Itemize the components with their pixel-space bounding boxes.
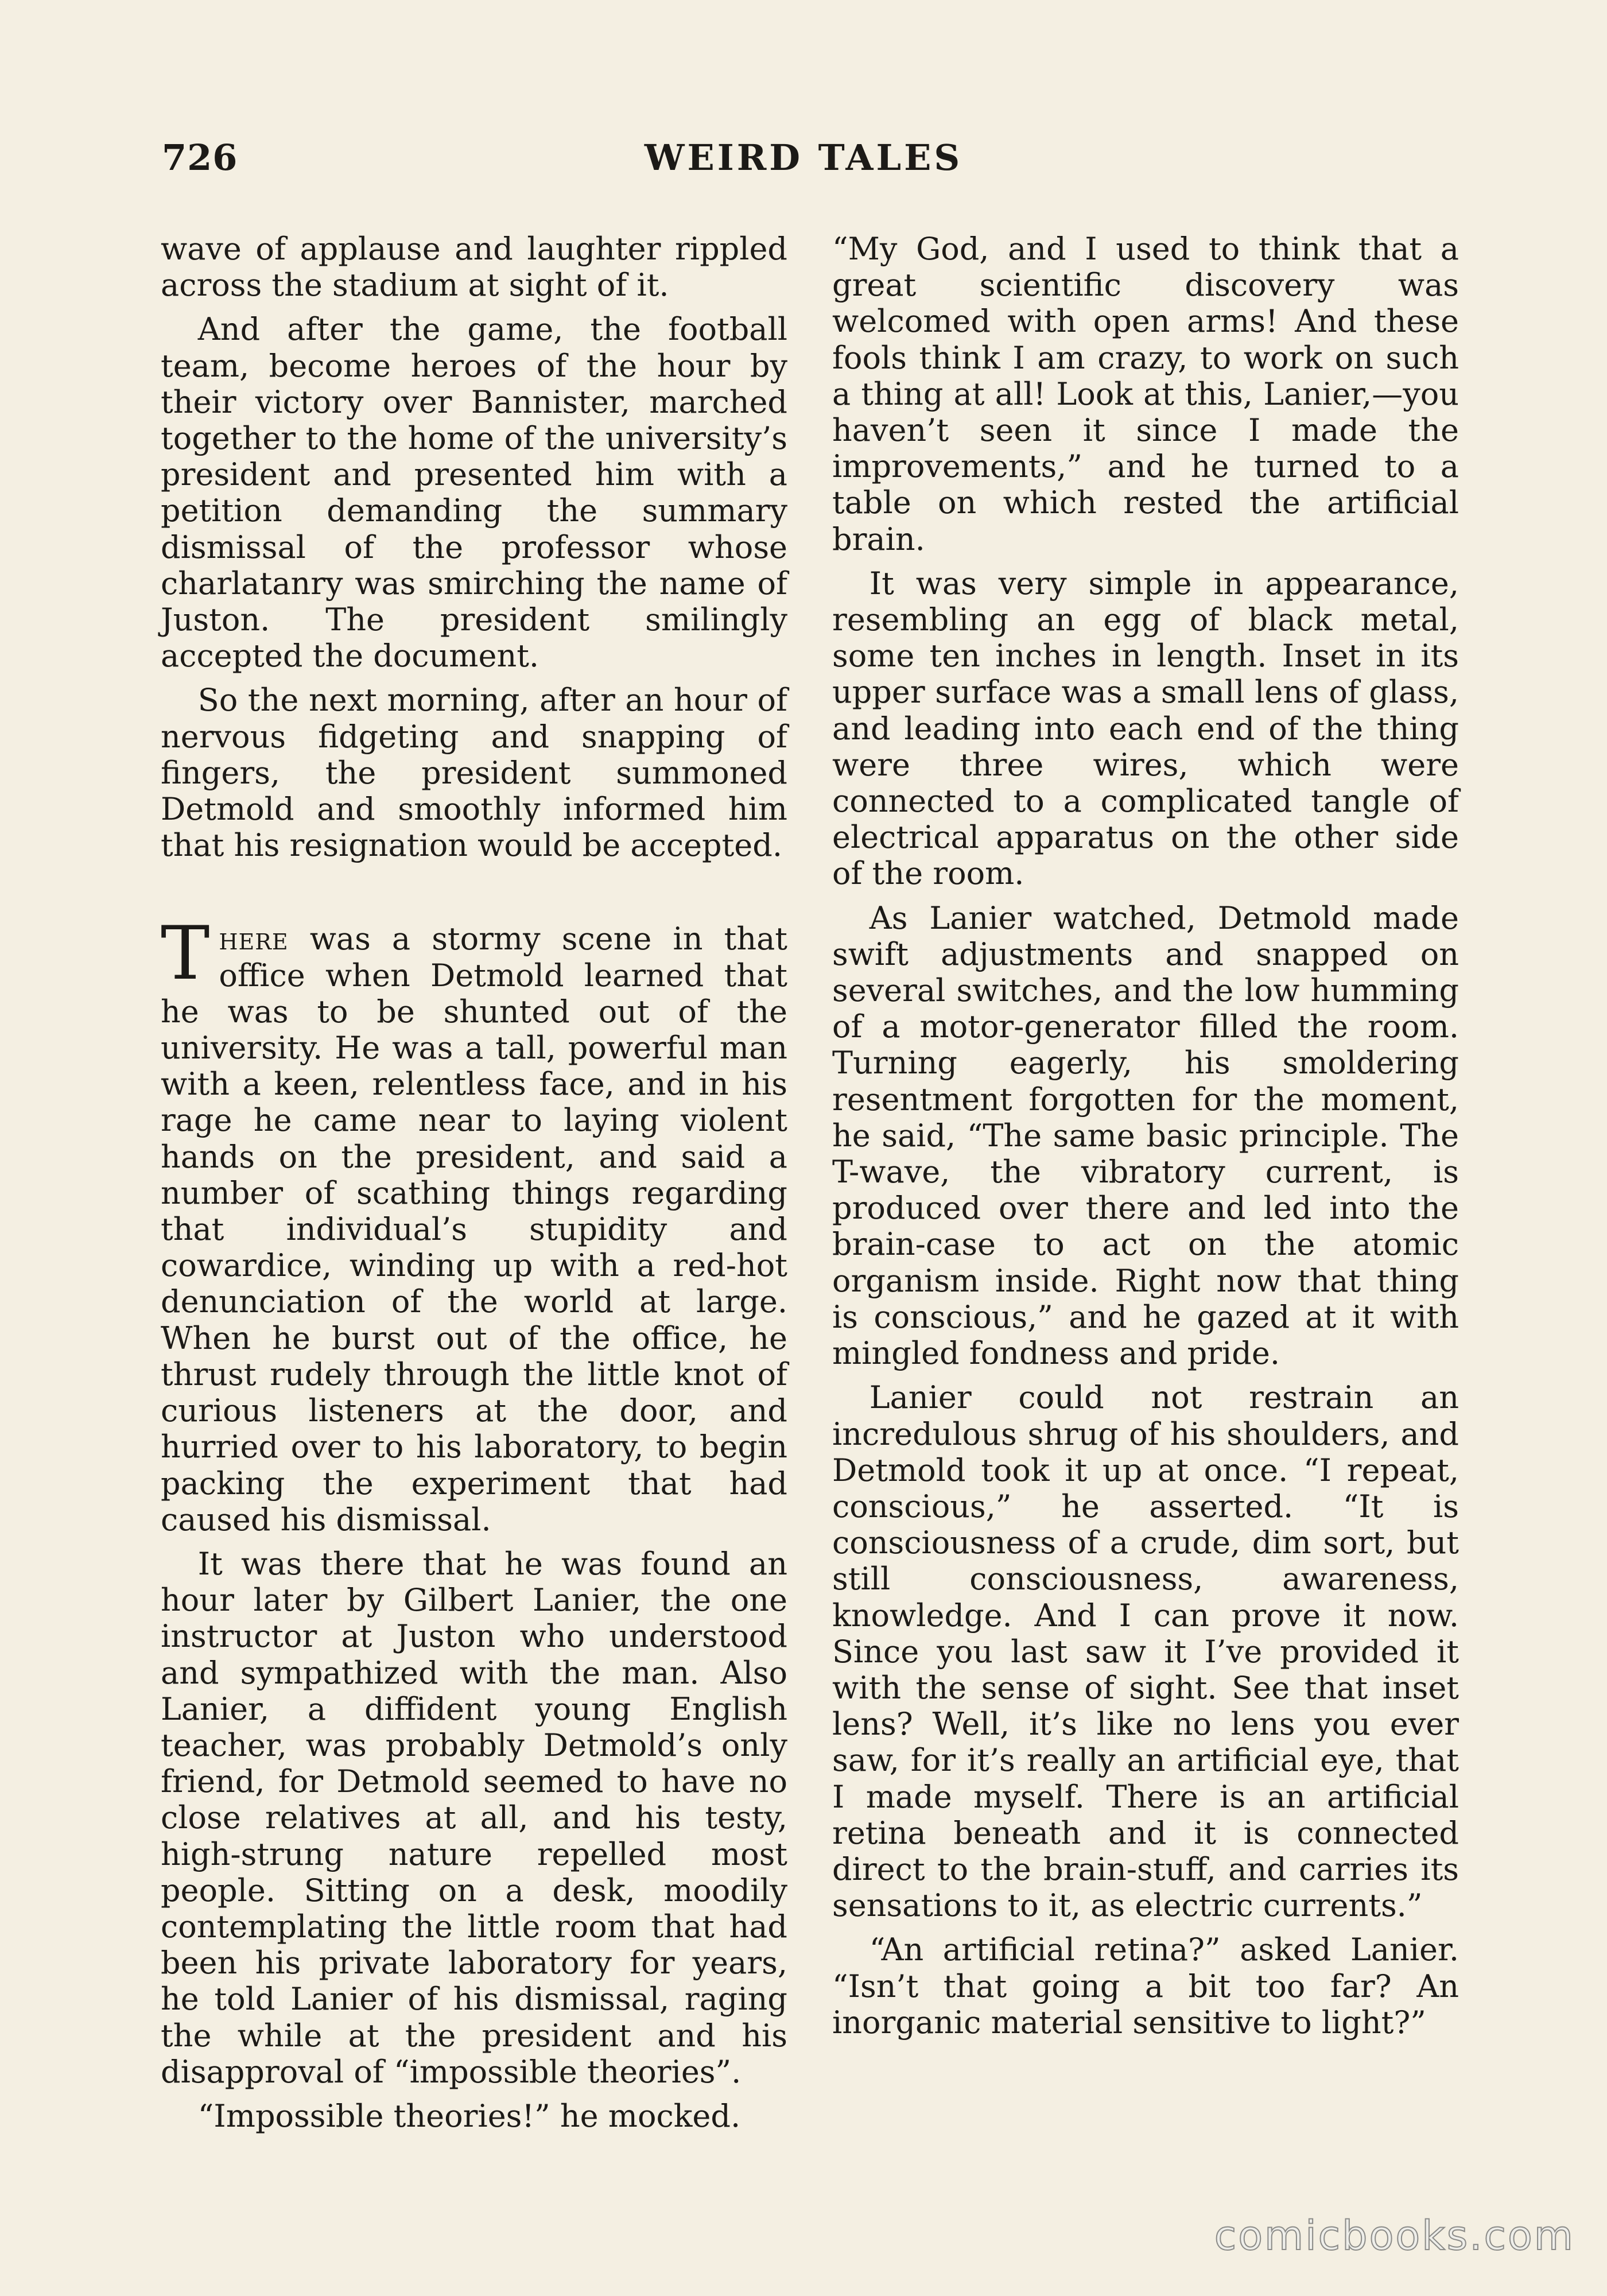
paragraph: “My God, and I used to think that a great scientific discovery was welcomed with open arms! And these fools think I am crazy, to work on such a thing at all! Look at this, Lanier,—you haven’t seen it since I made the improvements,” and he turned to a table on which rested the artificial brain. (832, 231, 1459, 557)
section-opening-paragraph (161, 911, 787, 1538)
paragraph: “An artificial retina?” asked Lanier. “Isn’t that going a bit too far? An inorganic material sensitive to light?” (832, 1932, 1459, 2041)
running-head: WEIRD TALES (644, 137, 963, 179)
watermark: comicbooks.com (1214, 2212, 1575, 2259)
paragraph: It was very simple in appearance, resembling an egg of black metal, some ten inches in length. Inset in its upper surface was a small lens of glass, and leading into each end of the thing were three wires, which were connected to a complicated tangle of electrical apparatus on the other side of the room. (832, 565, 1459, 892)
small-caps-lead: here (219, 921, 289, 957)
paragraph: So the next morning, after an hour of nervous fidgeting and snapping of fingers, the president summoned Detmold and smoothly informed him that his resignation would be accepted. (161, 682, 787, 864)
paragraph-text: was a stormy scene in that office when Detmold learned that he was to be shunted out of the university. He was a tall, powerful man with a keen, relentless face, and in his rage he came near to laying violent hands on the president, and said a number of scathing things regarding that individual’s stupidity and cowardice, winding up with a red-hot denunciation of the world at large. When he burst out of the office, he thrust rudely through the little knot of curious listeners at the door, and hurried over to his laboratory, to begin packing the experiment that had caused his dismissal. (161, 921, 787, 1538)
paragraph: As Lanier watched, Detmold made swift adjustments and snapped on several switches, and the low humming of a motor-generator filled the room. Turning eagerly, his smoldering resentment forgotten for the moment, he said, “The same basic principle. The T-wave, the vibratory current, is produced over there and led into the brain-case to act on the atomic organism inside. Right now that thing is conscious,” and he gazed at it with mingled fondness and pride. (832, 899, 1459, 1372)
paragraph: “Impossible theories!” he mocked. (197, 2097, 741, 2134)
left-column (161, 231, 787, 2142)
right-column (832, 231, 1459, 2049)
paragraph: It was there that he was found an hour later by Gilbert Lanier, the one instructor at Juston who understood and sympathized with the man. Also Lanier, a diffident young English teacher, was probably Detmold’s only friend, for Detmold seemed to have no close relatives at all, and his testy, high-strung nature repelled most people. Sitting on a desk, moodily contemplating the little room that had been his private laboratory for years, he told Lanier of his dismissal, raging the while at the president and his disapproval of “impossible theories”. (161, 1545, 787, 2090)
drop-cap: T (161, 911, 210, 997)
paragraph: wave of applause and laughter rippled across the stadium at sight of it. (161, 231, 787, 304)
paragraph: And after the game, the football team, become heroes of the hour by their victory over Bannister, marched together to the home of the university’s president and presented him with a petition demanding the summary dismissal of the professor whose charlatanry was smirching the name of Juston. The president smilingly accepted the document. (161, 311, 787, 674)
paragraph: Lanier could not restrain an incredulous shrug of his shoulders, and Detmold took it up at once. “I repeat, conscious,” he asserted. “It is consciousness of a crude, dim sort, but still consciousness, awareness, knowledge. And I can prove it now. Since you last saw it I’ve provided it with the sense of sight. See that inset lens? Well, it’s like no lens you ever saw, for it’s really an artificial eye, that I made myself. There is an artificial retina beneath and it is connected direct to the brain-stuff, and carries its sensations to it, as electric currents.” (832, 1379, 1459, 1924)
page-number: 726 (162, 137, 238, 179)
